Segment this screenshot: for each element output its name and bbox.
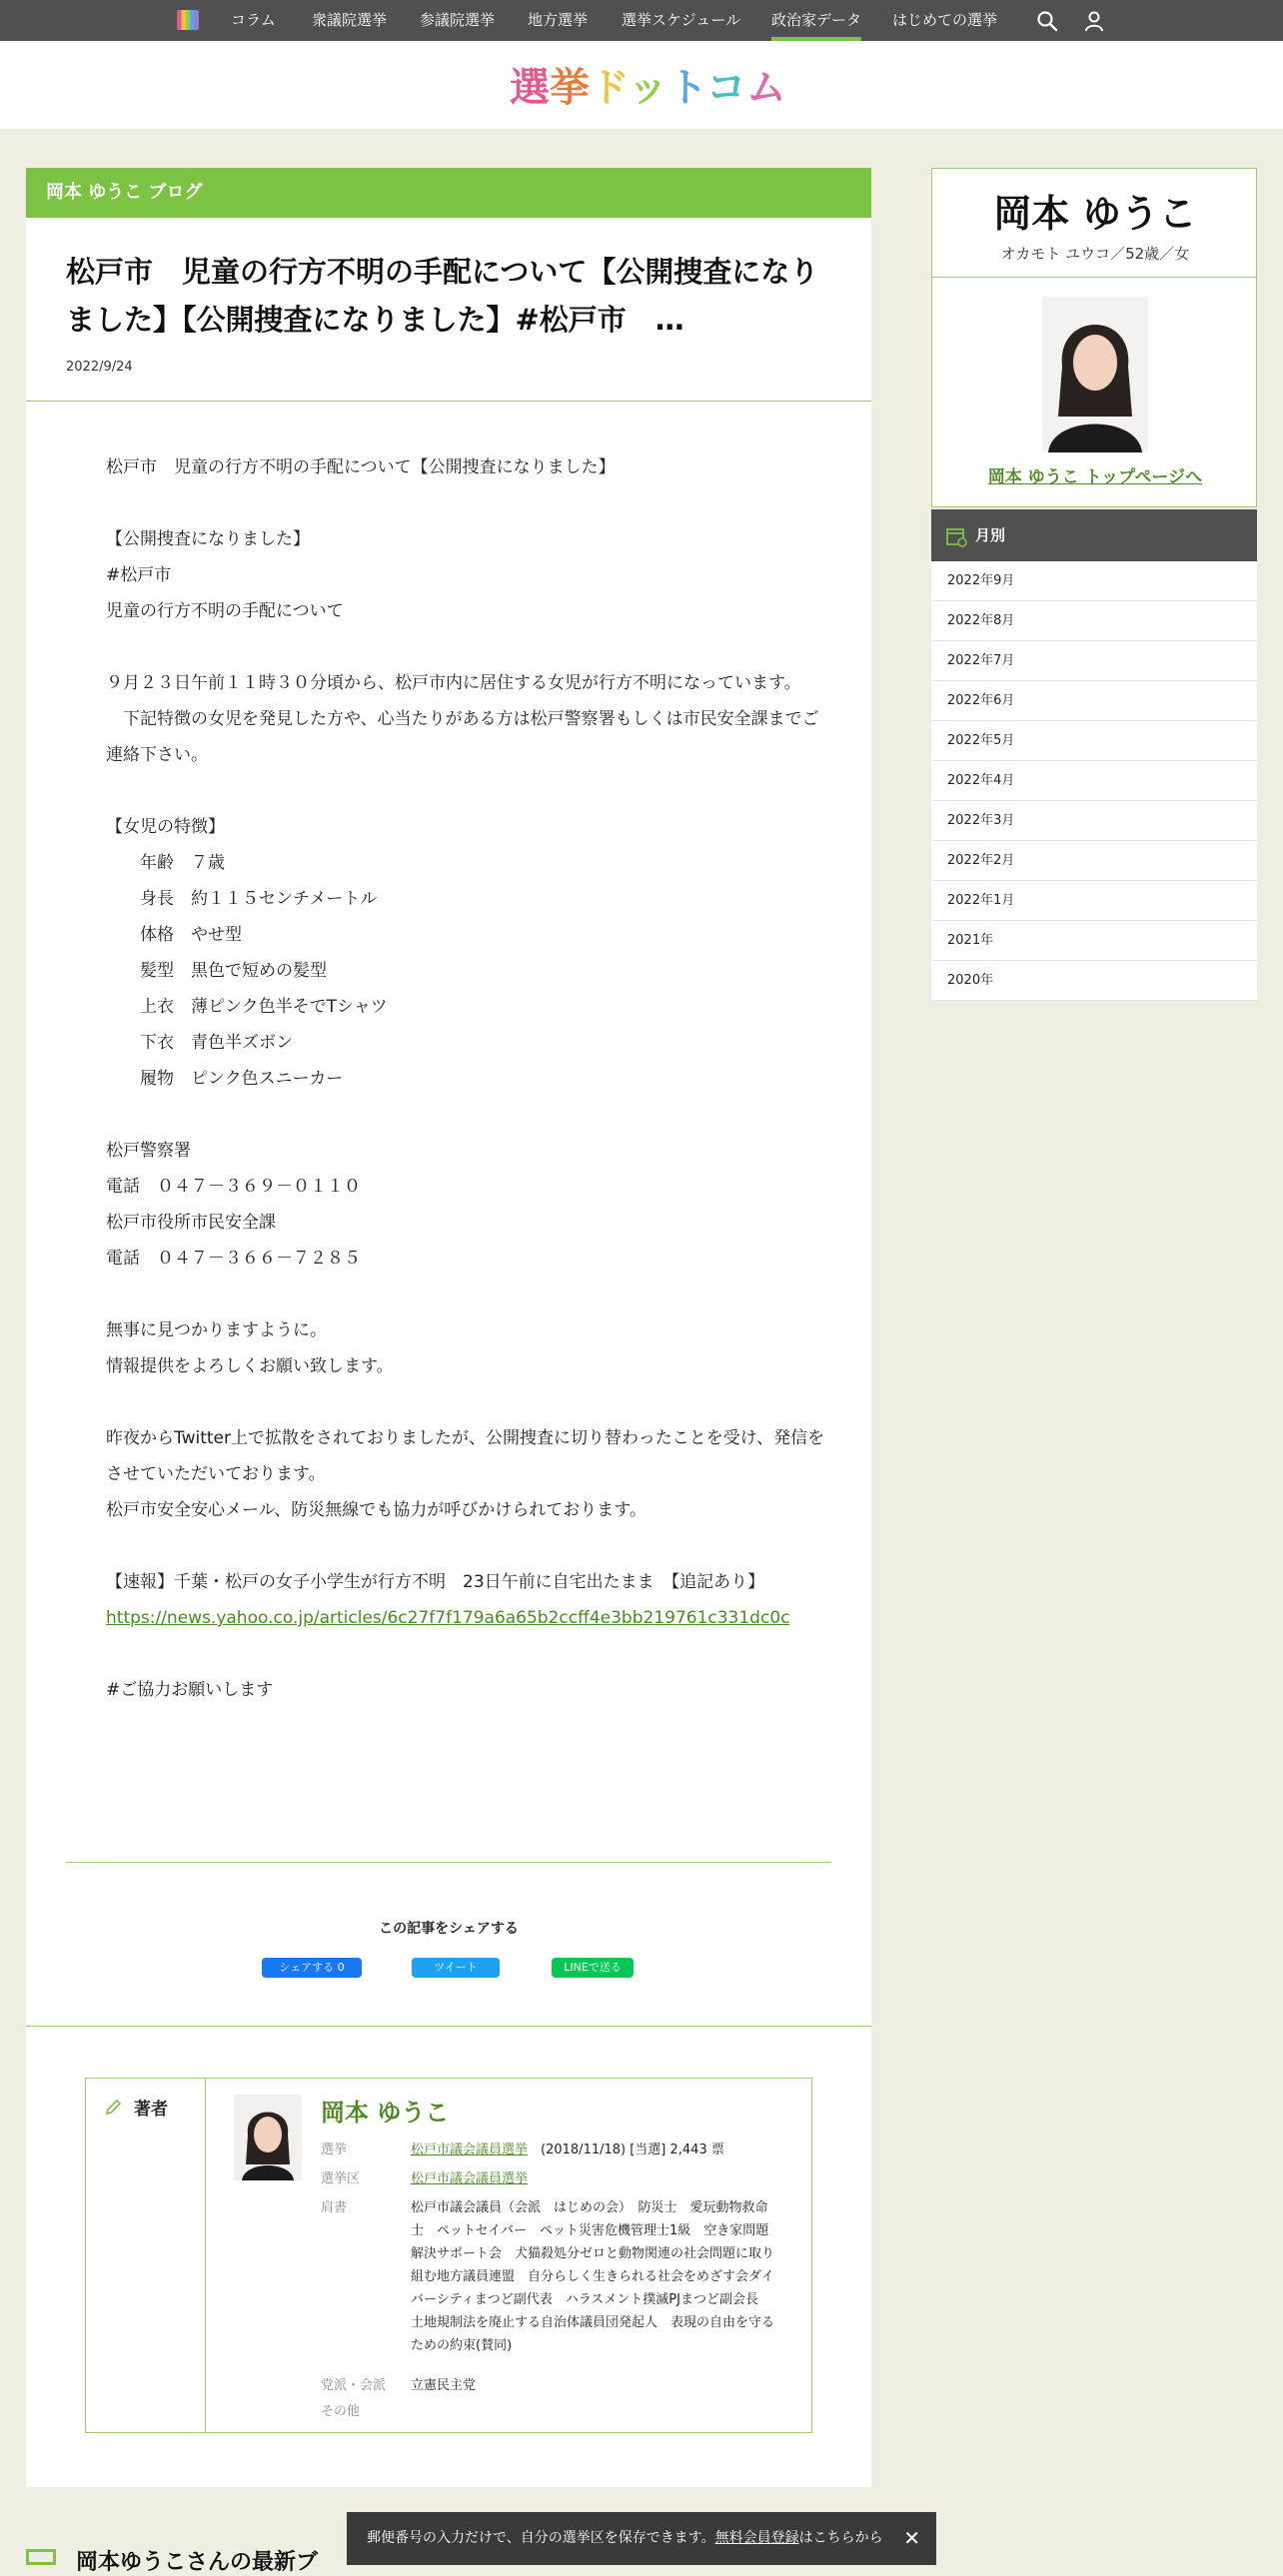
site-logo[interactable] bbox=[510, 61, 786, 111]
top-nav bbox=[0, 0, 1283, 41]
share-title: この記事をシェアする bbox=[379, 1921, 519, 1937]
banner-text: 郵便番号の入力だけで、自分の選挙区を保存できます。 bbox=[367, 2530, 715, 2546]
election-link[interactable]: 松戸市議会議員選挙 bbox=[411, 2143, 529, 2157]
pencil-icon bbox=[104, 2097, 124, 2117]
row-value bbox=[411, 2139, 780, 2161]
search-icon[interactable] bbox=[1035, 9, 1059, 33]
user-icon[interactable] bbox=[1082, 9, 1106, 33]
month-item[interactable]: 2022年9月 bbox=[931, 561, 1257, 601]
election-result: (2018/11/18) [当選] 2,443 票 bbox=[541, 2143, 724, 2157]
author-name[interactable]: 岡本 ゆうこ bbox=[321, 2099, 450, 2127]
article-date: 2022/9/24 bbox=[66, 360, 133, 375]
article-body-end: #ご協力お願いします bbox=[106, 1680, 274, 1700]
article-body bbox=[106, 449, 825, 1708]
monthly-archive-title: 月別 bbox=[975, 526, 1006, 544]
month-item[interactable]: 2022年5月 bbox=[931, 721, 1257, 761]
nav-item-local[interactable]: 地方選挙 bbox=[528, 11, 589, 29]
calendar-icon bbox=[945, 525, 967, 547]
district-link[interactable]: 松戸市議会議員選挙 bbox=[411, 2171, 529, 2186]
nav-item-first-election[interactable]: はじめての選挙 bbox=[892, 11, 998, 29]
nav-item-schedule[interactable]: 選挙スケジュール bbox=[622, 11, 741, 29]
author-label-cell bbox=[86, 2079, 206, 2432]
profile-name: 岡本 ゆうこ bbox=[993, 192, 1197, 236]
row-value: 松戸市議会議員（会派 はじめの会） 防災士 愛玩動物救命士 ペットセイバー ペット災害危機管理士1級 空き家問題解決サポート会 犬猫殺処分ゼロと動物関連の社会問題に取り組む地方議員連盟 自分らしく生きられる社会をめざす会ダイバーシティまつど副代表 ハラスメント撲滅PJまつど副会長 土地規制法を廃止する自治体議員団発起人 表現の自由を守るための約束(賛同) bbox=[411, 2200, 775, 2353]
line-share-button[interactable]: LINEで送る bbox=[552, 1958, 634, 1978]
site-header bbox=[0, 41, 1283, 129]
register-banner bbox=[347, 2512, 936, 2565]
month-item[interactable]: 2022年8月 bbox=[931, 601, 1257, 641]
svg-text:選挙ドットコム: 選挙ドットコム bbox=[510, 65, 786, 111]
row-value: 立憲民主党 bbox=[411, 2378, 477, 2393]
divider bbox=[26, 2026, 871, 2027]
banner-text-end: はこちらから bbox=[798, 2530, 883, 2546]
month-item[interactable]: 2022年1月 bbox=[931, 881, 1257, 921]
tweet-button[interactable]: ツイート bbox=[412, 1958, 500, 1978]
divider bbox=[66, 1862, 831, 1863]
author-label: 著者 bbox=[134, 2100, 168, 2120]
divider bbox=[932, 277, 1256, 278]
row-key: 選挙 bbox=[321, 2143, 348, 2157]
row-key: 肩書 bbox=[321, 2200, 348, 2215]
monthly-archive-list bbox=[931, 561, 1257, 1001]
profile-card bbox=[931, 168, 1257, 507]
article-body-text: 松戸市 児童の行方不明の手配について【公開捜査になりました】 【公開捜査になりました】 #松戸市 児童の行方不明の手配について ９月２３日午前１１時３０分頃から、松戸市内に居住する女児が行方不明になっています。 下記特徴の女児を発見した方や、心当たりがある方は松戸警察署もしくは市民安全課までご連絡下さい。 【女児の特徴】 年齢 ７歳 身長 約１１５センチメートル 体格 やせ型 髪型 黒色で短めの髪型 上衣 薄ピンク色半そでTシャツ 下衣 青色半ズボン 履物 ピンク色スニーカー 松戸警察署 電話 ０４７－３６９－０１１０ 松戸市役所市民安全課 電話 ０４７－３６６－７２８５ 無事に見つかりますように。 情報提供をよろしくお願い致します。 昨夜からTwitter上で拡散をされておりましたが、公開捜査に切り替わったことを受け、発信をさせていただいております。 松戸市安全安心メール、防災無線でも協力が呼びかけられております。 【速報】千葉・松戸の女子小学生が行方不明 23日午前に自宅出たまま 【追記あり】 bbox=[106, 457, 825, 1592]
row-key: 選挙区 bbox=[321, 2171, 361, 2186]
month-item[interactable]: 2022年4月 bbox=[931, 761, 1257, 801]
facebook-share-button[interactable]: シェアする 0 bbox=[262, 1958, 362, 1978]
month-item[interactable]: 2022年7月 bbox=[931, 641, 1257, 681]
section-icon bbox=[26, 2549, 56, 2565]
article-header bbox=[26, 218, 871, 402]
nav-item-councillors[interactable]: 参議院選挙 bbox=[420, 11, 496, 29]
author-box bbox=[85, 2078, 812, 2433]
author-photo[interactable] bbox=[234, 2095, 302, 2180]
nav-item-politician-data[interactable]: 政治家データ bbox=[771, 0, 861, 41]
nav-item-house[interactable]: 衆議院選挙 bbox=[312, 11, 388, 29]
latest-blog-heading: 岡本ゆうこさんの最新ブ bbox=[76, 2550, 319, 2575]
month-item[interactable]: 2020年 bbox=[931, 961, 1257, 1001]
profile-top-link[interactable]: 岡本 ゆうこ トップページへ bbox=[987, 467, 1203, 487]
register-link[interactable]: 無料会員登録 bbox=[714, 2530, 799, 2546]
month-item[interactable]: 2021年 bbox=[931, 921, 1257, 961]
month-item[interactable]: 2022年3月 bbox=[931, 801, 1257, 841]
row-key: その他 bbox=[321, 2404, 361, 2419]
main-column bbox=[26, 168, 871, 2487]
close-icon[interactable]: ✕ bbox=[903, 2526, 920, 2550]
blog-header[interactable]: 岡本 ゆうこ ブログ bbox=[26, 168, 871, 218]
profile-kana: オカモト ユウコ／52歳／女 bbox=[1000, 245, 1190, 263]
row-value bbox=[411, 2167, 780, 2190]
monthly-archive-header bbox=[931, 509, 1257, 561]
month-item[interactable]: 2022年2月 bbox=[931, 841, 1257, 881]
news-link[interactable]: https://news.yahoo.co.jp/articles/6c27f7f179a6a65b2ccff4e3bb219761c331dc0c bbox=[106, 1608, 790, 1628]
row-key: 党派・会派 bbox=[321, 2378, 387, 2393]
month-item[interactable]: 2022年6月 bbox=[931, 681, 1257, 721]
nav-item-column[interactable]: コラム bbox=[231, 11, 276, 29]
profile-photo[interactable] bbox=[1042, 297, 1148, 452]
menu-grid-icon[interactable] bbox=[177, 10, 199, 30]
article-title: 松戸市 児童の行方不明の手配について【公開捜査になりました】【公開捜査になりました】#松戸市 … bbox=[66, 255, 819, 337]
